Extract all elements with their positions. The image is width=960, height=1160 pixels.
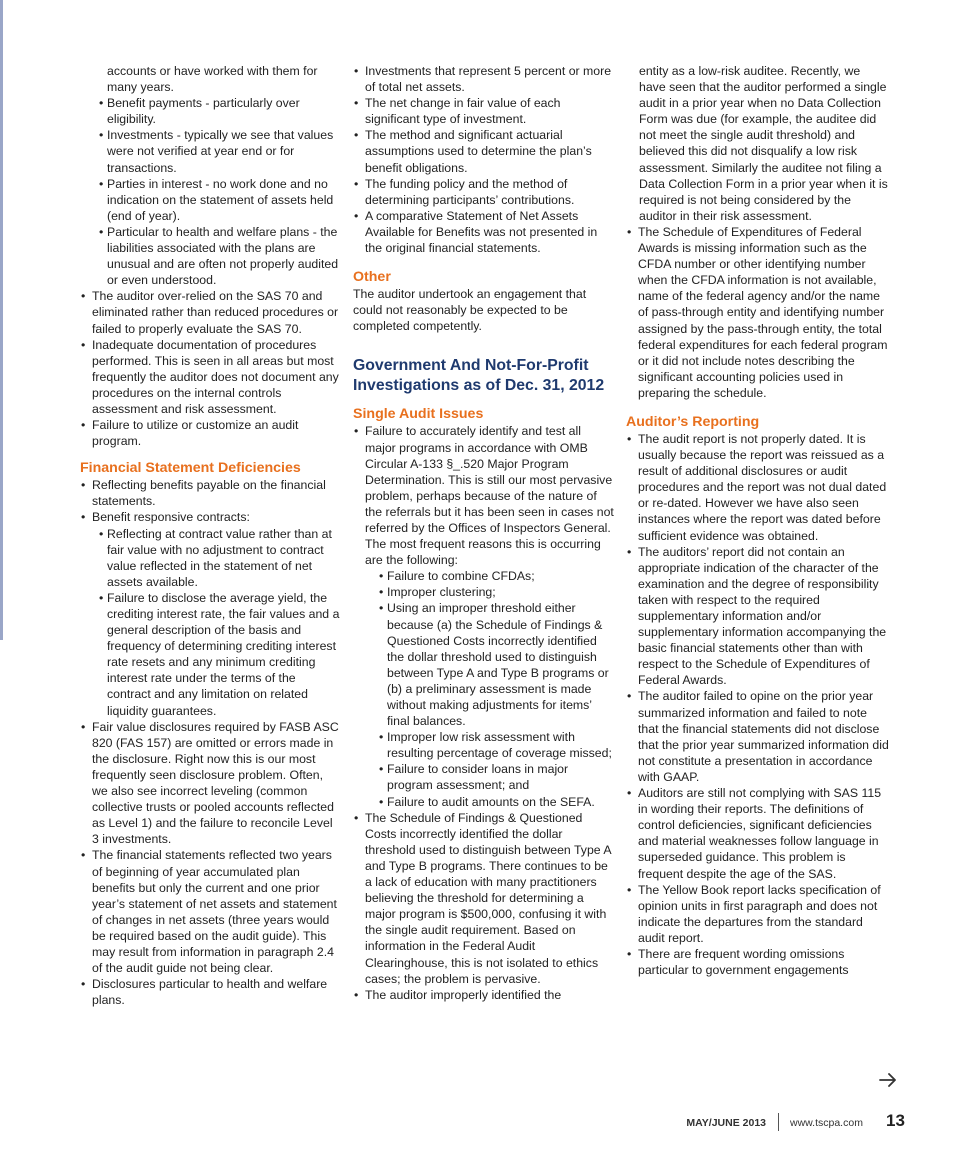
list-item: • The method and significant actuarial assumptions used to determine the plan’s benefit obligations. (353, 127, 615, 175)
website-link[interactable]: www.tscpa.com (790, 1117, 863, 1129)
list-item: • Improper low risk assessment with resulting percentage of coverage missed; (353, 729, 615, 761)
auditors-reporting-heading: Auditor’s Reporting (626, 413, 760, 430)
list-item: • Reflecting at contract value rather than at fair value with no adjustment to contract value reflected in the statement of net assets available. (80, 526, 342, 590)
list-item: • The audit report is not properly dated. It is usually because the report was reissued as a result of additional disclosures or audit procedures and the report was not dual dated or re-dated. However we have also seen instances where the report was dated before sufficient evidence was obtained. (626, 431, 890, 544)
list-item: • Benefit payments - particularly over eligibility. (80, 95, 342, 127)
list-item: • The financial statements reflected two years of beginning of year accumulated plan benefits but only the current and one prior year’s statement of net assets and statement of changes in net assets (three years would be required based on the audit guide). This may result from information in paragraph 2.4 of the audit guide not being clear. (80, 847, 342, 976)
list-item: • Failure to accurately identify and test all major programs in accordance with OMB Circular A-133 §_.520 Major Program Determination. This is still our most pervasive problem, perhaps because of the nature of the referrals but it has been seen in cases not referred by the Offices of Inspectors General. The most frequent reasons this is occurring are the following: (353, 423, 615, 568)
list-item: • Failure to disclose the average yield, the crediting interest rate, the fair values and a general description of the basis and frequency of determining crediting interest rate resets and any minimum crediting interest rate under the terms of the contract and any limitation on related liquidity guarantees. (80, 590, 342, 719)
arrow-right-icon (877, 1069, 899, 1091)
list-item: accounts or have worked with them for many years. (107, 64, 318, 95)
list-item: • Investments - typically we see that values were not verified at year end or for transactions. (80, 127, 342, 175)
list-item: • The Schedule of Expenditures of Federal Awards is missing information such as the CFDA number or other identifying number when the CFDA information is not available, name of the federal agency and/or the name of pass-through entity and identifying number assigned by the pass-through entity, the total federal expenditures for each federal program or it did not include notes describing the significant accounting policies used in preparing the schedule. (626, 224, 890, 401)
col2-list-top (353, 63, 615, 256)
list-item: • Failure to consider loans in major program assessment; and (353, 761, 615, 793)
financial-statement-deficiencies-heading: Financial Statement Deficiencies (80, 460, 301, 477)
list-item: • Auditors are still not complying with SAS 115 in wording their reports. The definitions of control deficiencies, significant deficiencies and material weaknesses follow language in superseded guidance. This problem is frequent despite the age of the SAS. (626, 785, 890, 882)
list-item: • Benefit responsive contracts: (80, 509, 342, 525)
list-item: • Failure to audit amounts on the SEFA. (353, 794, 615, 810)
list-item: • Parties in interest - no work done and no indication on the statement of assets held (end of year). (80, 176, 342, 224)
col3-list-bottom (626, 431, 890, 978)
list-item: • The net change in fair value of each significant type of investment. (353, 95, 615, 127)
section-title: Government And Not-For-Profit Investigations as of Dec. 31, 2012 (353, 357, 605, 394)
list-item: • Reflecting benefits payable on the financial statements. (80, 477, 342, 509)
col1-list-top (80, 63, 342, 449)
list-item: • Using an improper threshold either because (a) the Schedule of Findings & Questioned Costs incorrectly identified the dollar threshold used to distinguish between Type A and Type B programs or (b) a preliminary assessment is made without making adjustments for items’ final balances. (353, 600, 615, 729)
other-paragraph: The auditor undertook an engagement that could not reasonably be expected to be completed competently. (353, 287, 587, 334)
list-item: • Failure to combine CFDAs; (353, 568, 615, 584)
list-item: • The Yellow Book report lacks specification of opinion units in first paragraph and does not indicate the departures from the standard audit report. (626, 882, 890, 946)
column-1 (80, 63, 342, 1008)
list-item: • The Schedule of Findings & Questioned Costs incorrectly identified the dollar threshold used to distinguish between Type A and Type B programs. There continues to be a lack of education with many practitioners believing the threshold for determining a major program is $500,000, confusing it with the single audit requirement. Based on information in the Federal Audit Clearinghouse, this is not isolated to ethics cases; the problem is pervasive. (353, 810, 615, 987)
list-item: • A comparative Statement of Net Assets Available for Benefits was not presented in the original financial statements. (353, 208, 615, 256)
list-item: • Investments that represent 5 percent or more of total net assets. (353, 63, 615, 95)
list-item: • Particular to health and welfare plans - the liabilities associated with the plans are unusual and are often not properly audited or even understood. (80, 224, 342, 288)
list-item: • The auditor failed to opine on the prior year summarized information and failed to note that the financial statements did not disclose that the prior year summarized information did not constitute a presentation in accordance with GAAP. (626, 688, 890, 785)
list-item: entity as a low-risk auditee. Recently, we have seen that the auditor performed a single audit in a prior year when no Data Collection Form was due (for example, the auditee did not meet the single audit threshold) and believed this did not disqualify a low risk assessment. Similarly the auditee not filing a Data Collection Form in a prior year when it is required is not being considered by the auditor in their risk assessment. (639, 64, 888, 223)
column-3 (626, 63, 890, 978)
single-audit-issues-heading: Single Audit Issues (353, 406, 484, 423)
footer-divider (778, 1113, 779, 1131)
list-item: • Disclosures particular to health and welfare plans. (80, 976, 342, 1008)
list-item: • The auditor improperly identified the (353, 987, 615, 1003)
list-item: • The funding policy and the method of determining participants’ contributions. (353, 176, 615, 208)
issue-date: MAY/JUNE 2013 (686, 1117, 766, 1129)
column-2 (353, 63, 615, 1003)
col3-list-top (626, 63, 890, 401)
list-item: • Failure to utilize or customize an audit program. (80, 417, 342, 449)
list-item: • Improper clustering; (353, 584, 615, 600)
col2-list-bottom (353, 423, 615, 1002)
list-item: • There are frequent wording omissions particular to government engagements (626, 946, 890, 978)
col1-list-bottom (80, 477, 342, 1008)
page-number: 13 (886, 1111, 905, 1130)
list-item: • Fair value disclosures required by FASB ASC 820 (FAS 157) are omitted or errors made in the disclosure. Right now this is our most frequently seen disclosure problem. Often, we also see incorrect leveling (common collective trusts or pooled accounts reflected as Level 1) and the failure to reconcile Level 3 investments. (80, 719, 342, 848)
list-item: • Inadequate documentation of procedures performed. This is seen in all areas but most frequently the auditor does not document any procedures on the internal controls assessment and risk assessment. (80, 337, 342, 417)
list-item: • The auditors’ report did not contain an appropriate indication of the character of the examination and the degree of responsibility taken with respect to the required supplementary information and/or supplementary information accompanying the basic financial statements other than with respect to the Schedule of Expenditures of Federal Awards. (626, 544, 890, 689)
list-item: • The auditor over-relied on the SAS 70 and eliminated rather than reduced procedures or failed to properly evaluate the SAS 70. (80, 288, 342, 336)
other-heading: Other (353, 269, 391, 286)
left-margin-rule (0, 0, 3, 640)
page-footer (0, 1111, 960, 1137)
